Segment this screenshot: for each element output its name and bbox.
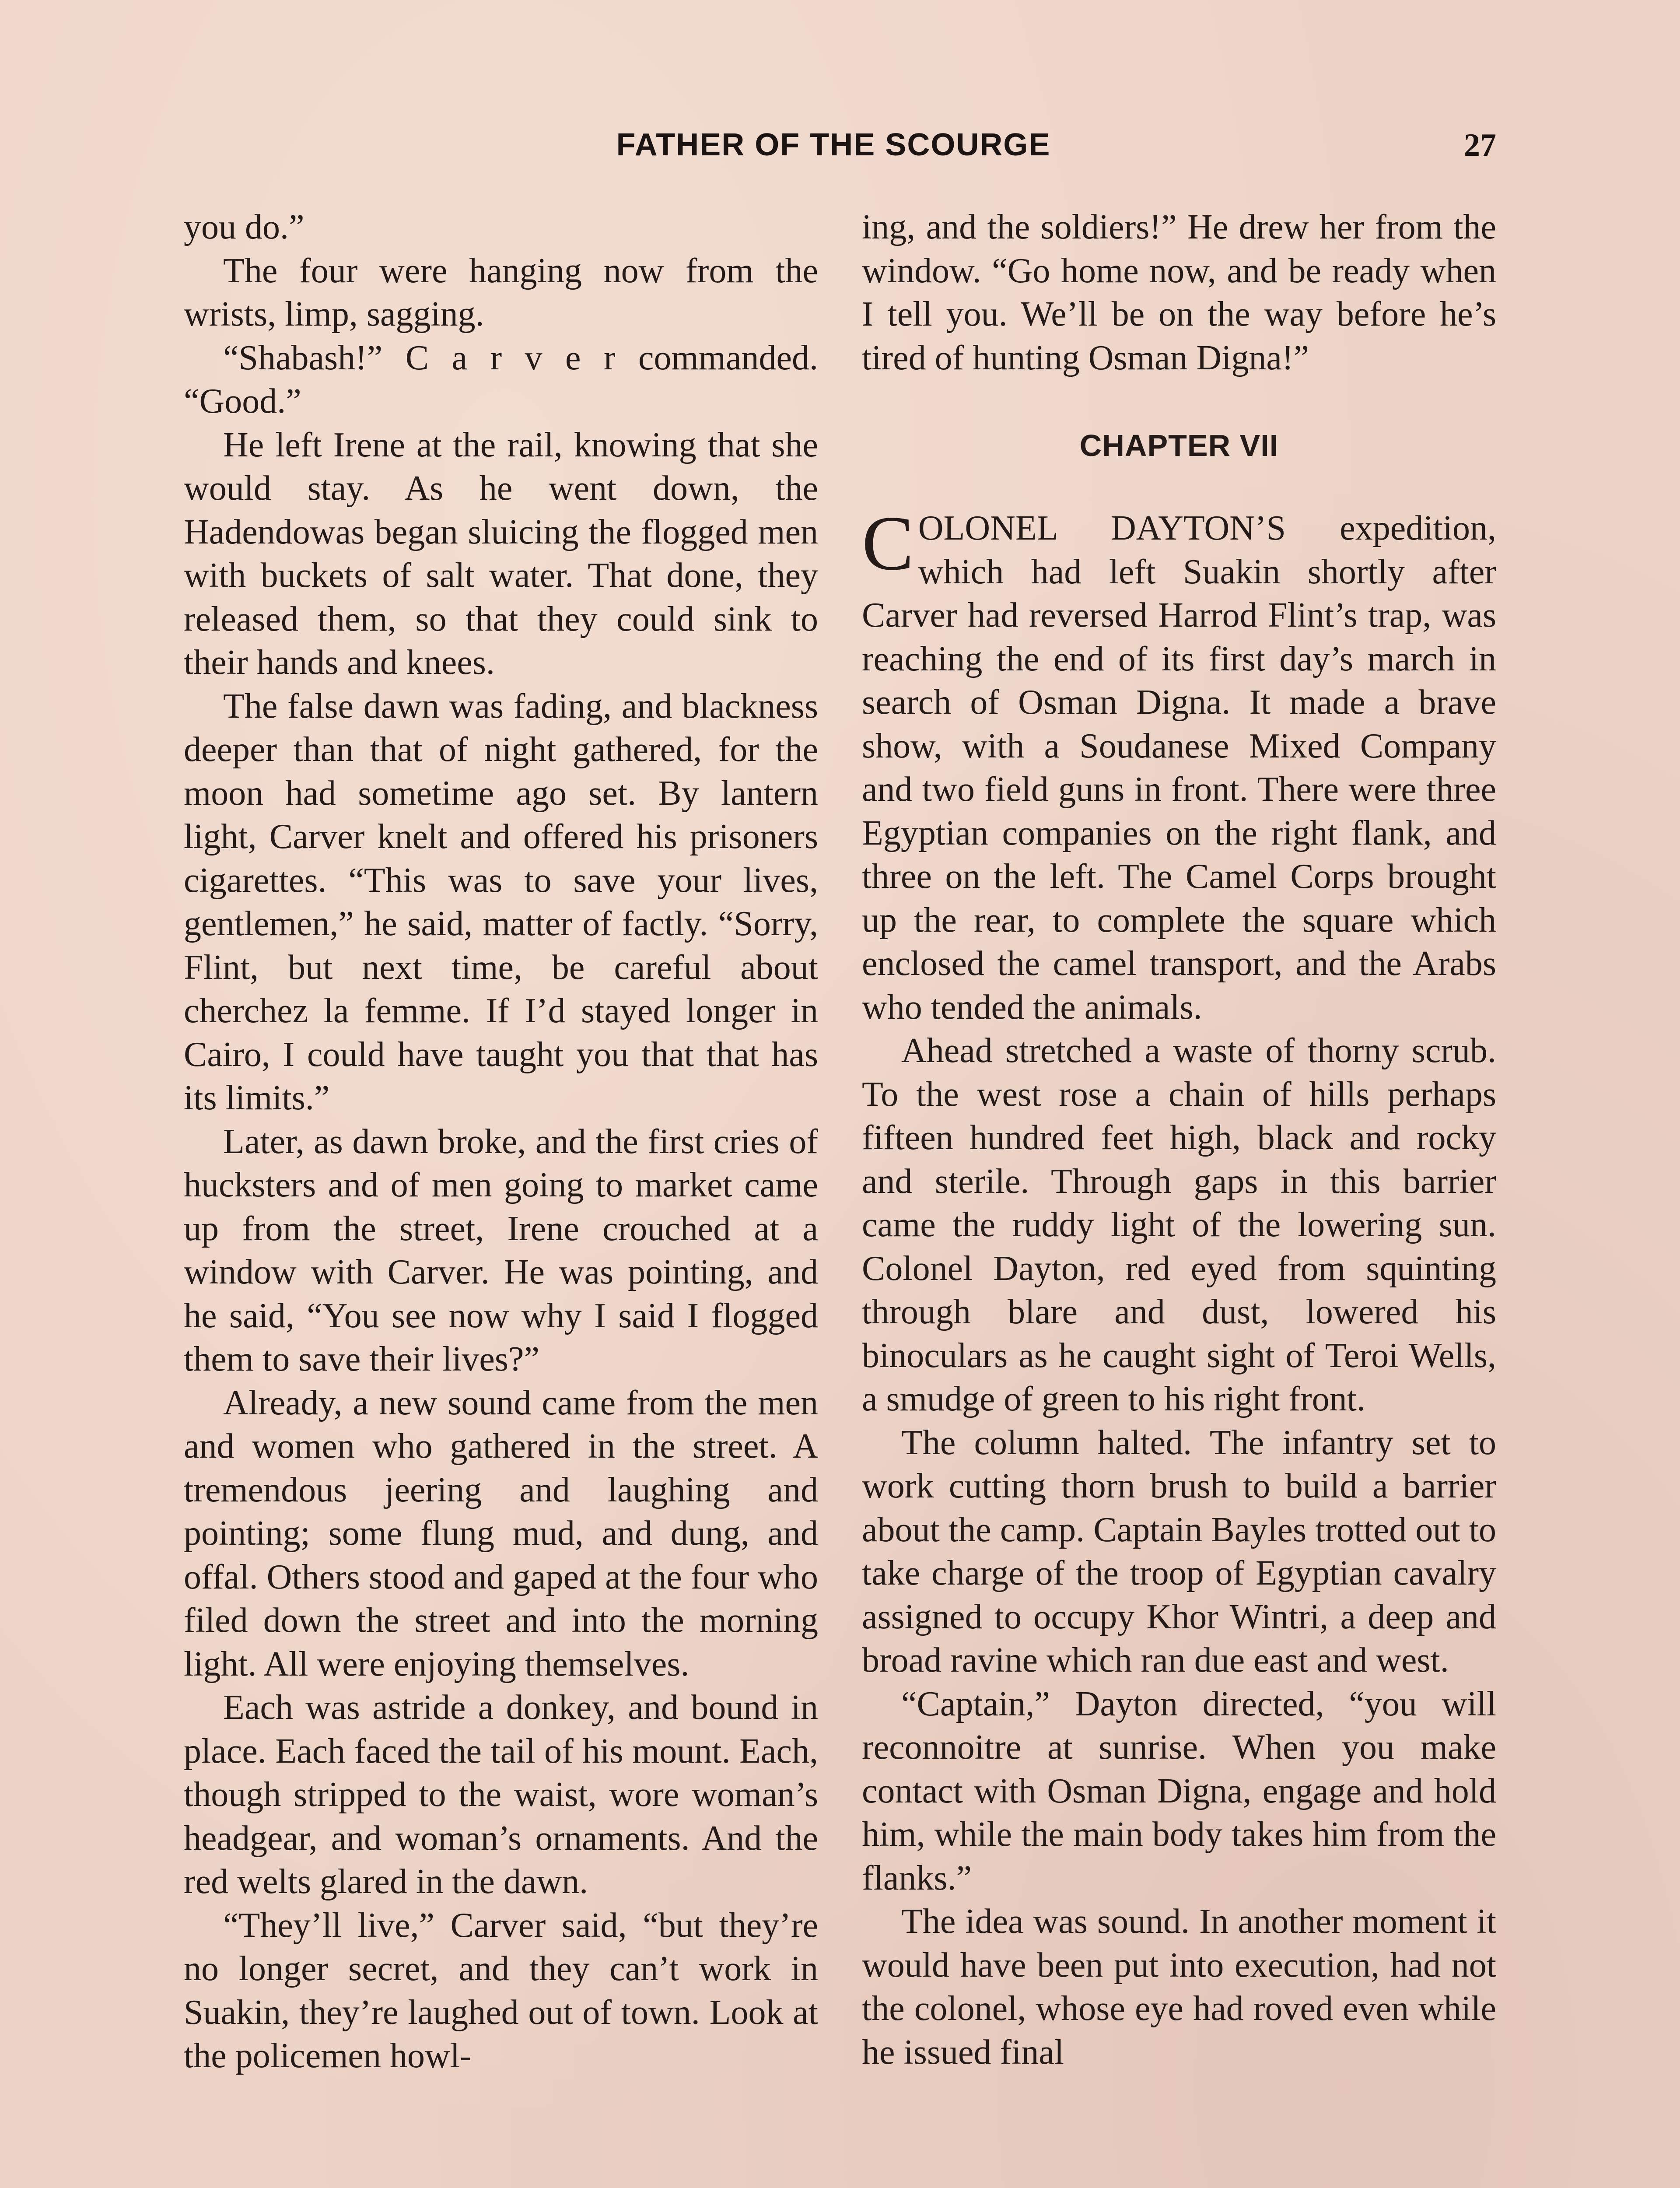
paragraph: Ahead stretched a waste of thorny scrub. To the west rose a chain of hills perhaps fifteen hundred feet high, black and rocky and sterile. Through gaps in this barrier came the ruddy light of the lowering sun. Colonel Dayton, red eyed from squinting through blare and dust, lowered his binoculars as he caught sight of Teroi Wells, a smudge of green to his right front. xyxy=(862,1031,1496,1418)
right-column xyxy=(862,206,1496,2074)
paragraph: The four were hanging now from the wrists, limp, sagging. xyxy=(184,251,818,333)
left-column xyxy=(184,206,818,2078)
paragraph: He left Irene at the rail, knowing that she would stay. As he went down, the Hadendowas began sluicing the flogged men with buckets of salt water. That done, they released them, so that they could sink to their hands and knees. xyxy=(184,425,818,682)
chapter-opening-paragraph xyxy=(862,500,1496,1029)
paragraph: ing, and the soldiers!” He drew her from the window. “Go home now, and be ready when I tell you. We’ll be on the way before he’s tired of hunting Osman Digna!” xyxy=(862,208,1496,377)
paragraph: “Shabash!” C a r v e r commanded. “Good.” xyxy=(184,338,818,421)
paragraph: Each was astride a donkey, and bound in place. Each faced the tail of his mount. Each, though stripped to the waist, wore woman’s headgear, and woman’s ornaments. And the red welts glared in the dawn. xyxy=(184,1688,818,1901)
chapter-heading: CHAPTER VII xyxy=(1079,428,1279,463)
paragraph: “Captain,” Dayton directed, “you will reconnoitre at sunrise. When you make contact with Osman Digna, engage and hold him, while the main body takes him from the flanks.” xyxy=(862,1684,1496,1897)
page-number: 27 xyxy=(1464,127,1496,163)
chapter-opening-text: OLONEL DAYTON’S expedition, which had left Suakin shortly after Carver had reversed Harrod Flint’s trap, was reaching the end of its first day’s march in search of Osman Digna. It made a brave show, with a Soudanese Mixed Company and two field guns in front. There were three Egyptian companies on the right flank, and three on the left. The Camel Corps brought up the rear, to complete the square which enclosed the camel transport, and the Arabs who tended the animals. xyxy=(862,509,1496,1027)
running-head xyxy=(171,127,1496,171)
paragraph: The column halted. The infantry set to work cutting thorn brush to build a barrier about the camp. Captain Bayles trotted out to take charge of the troop of Egyptian cavalry assigned to occupy Khor Wintri, a deep and broad ravine which ran due east and west. xyxy=(862,1423,1496,1680)
paragraph: Later, as dawn broke, and the first cries of hucksters and of men going to market came up from the street, Irene crouched at a window with Carver. He was pointing, and he said, “You see now why I said I flogged them to save their lives?” xyxy=(184,1122,818,1378)
paragraph: “They’ll live,” Carver said, “but they’re no longer secret, and they can’t work in Suakin, they’re laughed out of town. Look at the policemen howl- xyxy=(184,1906,818,2075)
paragraph: The idea was sound. In another moment it would have been put into execution, had not the colonel, whose eye had roved even while he issued final xyxy=(862,1902,1496,2072)
running-title: FATHER OF THE SCOURGE xyxy=(616,127,1051,162)
paragraph: The false dawn was fading, and blackness deeper than that of night gathered, for the moon had sometime ago set. By lantern light, Carver knelt and offered his prisoners cigarettes. “This was to save your lives, gentlemen,” he said, matter of factly. “Sorry, Flint, but next time, be careful about cherchez la femme. If I’d stayed longer in Cairo, I could have taught you that that has its limits.” xyxy=(184,687,818,1117)
drop-cap: C xyxy=(862,500,914,586)
paragraph: Already, a new sound came from the men and women who gathered in the street. A tremendous jeering and laughing and pointing; some flung mud, and dung, and offal. Others stood and gaped at the four who filed down the street and into the morning light. All were enjoying themselves. xyxy=(184,1383,818,1683)
paragraph: you do.” xyxy=(184,208,304,246)
